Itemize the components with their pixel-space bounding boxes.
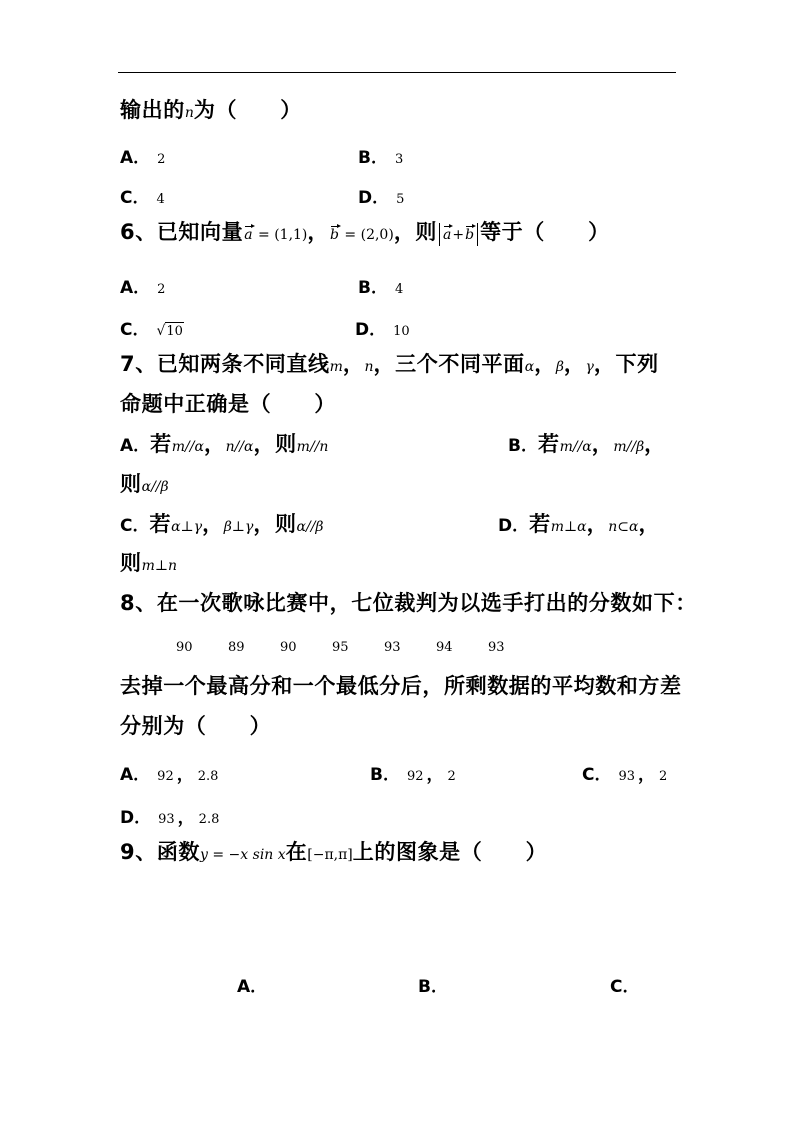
option-value: 10 bbox=[393, 324, 410, 339]
comma: ， bbox=[177, 808, 195, 828]
variance-value: 2 bbox=[447, 769, 456, 784]
option-label: C． bbox=[120, 320, 150, 340]
then-word: ，则 bbox=[253, 432, 297, 456]
q8-line3 bbox=[120, 673, 682, 699]
q9-number: 9、 bbox=[120, 840, 157, 864]
condition-2: n⊂α bbox=[608, 519, 639, 535]
q5-prefix: 输出的 bbox=[120, 98, 185, 122]
option-label: D． bbox=[498, 516, 530, 536]
option-label: D． bbox=[355, 320, 387, 340]
option-label: B． bbox=[358, 148, 388, 168]
mean-value: 92 bbox=[157, 769, 174, 784]
option-value: 4 bbox=[156, 192, 165, 207]
score: 94 bbox=[436, 640, 453, 655]
comma: ， bbox=[591, 432, 614, 456]
condition-1: m⊥α bbox=[550, 519, 587, 535]
option-label: B． bbox=[370, 765, 400, 785]
q7-option-c bbox=[120, 511, 324, 537]
q9-text: 上的图象是（ ） bbox=[352, 840, 548, 864]
option-value: 2 bbox=[157, 282, 166, 297]
q9-choice-c bbox=[610, 974, 639, 1000]
comma: ， bbox=[426, 765, 444, 785]
option-label: B． bbox=[358, 278, 388, 298]
q7-stem-line1 bbox=[120, 351, 659, 377]
mean-value: 93 bbox=[158, 812, 175, 827]
score: 90 bbox=[176, 640, 193, 655]
comma: ， bbox=[638, 765, 656, 785]
option-label: A． bbox=[120, 278, 151, 298]
q7-option-b-cont bbox=[120, 471, 169, 497]
comma: ， bbox=[342, 352, 365, 376]
option-label: D． bbox=[120, 808, 152, 828]
function-expression: y = −x sin x bbox=[200, 847, 286, 863]
option-label: C． bbox=[610, 977, 640, 997]
conclusion: α//β bbox=[141, 479, 169, 495]
mean-value: 92 bbox=[406, 769, 424, 784]
q6-stem-a: 已知向量 bbox=[156, 220, 244, 244]
plus-sign: + bbox=[452, 227, 465, 243]
then-word: 则 bbox=[120, 472, 142, 496]
comma: ， bbox=[534, 352, 556, 376]
if-word: 若 bbox=[529, 512, 551, 536]
vector-a: a bbox=[244, 224, 252, 243]
option-label: D． bbox=[358, 188, 390, 208]
comma: ， bbox=[644, 432, 666, 456]
if-word: 若 bbox=[149, 512, 172, 536]
q6-stem bbox=[120, 219, 610, 245]
q6-number: 6、 bbox=[120, 220, 157, 244]
condition-2: β⊥γ bbox=[223, 519, 254, 535]
q9-choice-a bbox=[237, 974, 267, 1000]
option-label: A． bbox=[120, 436, 151, 456]
comma: ， bbox=[563, 352, 586, 376]
option-value: 5 bbox=[396, 192, 405, 207]
comma: ， bbox=[638, 512, 661, 536]
line-n: n bbox=[364, 359, 374, 375]
q7-option-a bbox=[120, 431, 328, 457]
comma: ， bbox=[203, 432, 226, 456]
option-label: B． bbox=[418, 977, 448, 997]
q7-option-d-cont bbox=[120, 550, 177, 576]
q9-choice-b bbox=[418, 974, 448, 1000]
q5-suffix: 为（ ） bbox=[193, 98, 302, 122]
vector-a-value: = (1,1) bbox=[253, 227, 308, 243]
q8-option-b bbox=[370, 762, 456, 788]
q6-option-c bbox=[120, 317, 184, 343]
variance-value: 2.8 bbox=[197, 769, 219, 784]
q5-option-b bbox=[358, 145, 403, 171]
q7-text: ，三个不同平面 bbox=[373, 352, 525, 376]
option-label: C． bbox=[120, 188, 150, 208]
option-label: C． bbox=[582, 765, 612, 785]
plane-gamma: γ bbox=[585, 359, 594, 375]
if-word: 若 bbox=[537, 432, 560, 456]
score: 89 bbox=[228, 640, 245, 655]
abs-sum-expression bbox=[439, 223, 478, 246]
q7-number: 7、 bbox=[120, 352, 157, 376]
then-word: 则 bbox=[120, 551, 142, 575]
q9-stem bbox=[120, 839, 547, 865]
score: 95 bbox=[332, 640, 349, 655]
radical-sign: √ bbox=[156, 323, 166, 339]
q8-text: 分别为（ ） bbox=[120, 714, 272, 738]
vector-b: b bbox=[330, 224, 339, 243]
q8-text: 去掉一个最高分和一个最低分后，所剩数据的平均数和方差 bbox=[120, 674, 682, 698]
condition-1: m//α bbox=[559, 439, 592, 455]
vector-b-value: = (2,0) bbox=[339, 227, 394, 243]
q5-option-a bbox=[120, 145, 165, 171]
variance-value: 2 bbox=[659, 769, 668, 784]
q7-text: 已知两条不同直线 bbox=[156, 352, 330, 376]
comma: ， bbox=[176, 765, 194, 785]
option-value: 2 bbox=[157, 152, 166, 167]
q5-option-d bbox=[358, 185, 404, 211]
variance-value: 2.8 bbox=[198, 812, 220, 827]
q8-option-d bbox=[120, 805, 219, 831]
score: 93 bbox=[488, 640, 505, 655]
option-value: 4 bbox=[394, 282, 404, 297]
q7-stem-line2 bbox=[120, 391, 336, 417]
option-label: A． bbox=[120, 765, 151, 785]
condition-2: m//β bbox=[613, 439, 645, 455]
q9-text: 在 bbox=[285, 840, 308, 864]
mean-value: 93 bbox=[618, 769, 636, 784]
q7-option-d bbox=[498, 511, 660, 537]
plane-beta: β bbox=[555, 359, 564, 375]
q5-option-c bbox=[120, 185, 165, 211]
q8-stem bbox=[120, 590, 697, 616]
option-label: B． bbox=[508, 436, 538, 456]
conclusion: α//β bbox=[296, 519, 324, 535]
option-value: 3 bbox=[394, 152, 404, 167]
then-word: ，则 bbox=[253, 512, 297, 536]
comma: ， bbox=[202, 512, 224, 536]
option-label: A． bbox=[120, 148, 151, 168]
q7-text: ，下列 bbox=[593, 352, 659, 376]
q9-text: 函数 bbox=[156, 840, 201, 864]
comma: ， bbox=[586, 512, 609, 536]
q6-option-d bbox=[355, 317, 410, 343]
if-word: 若 bbox=[150, 432, 172, 456]
header-rule bbox=[118, 72, 676, 73]
q6-stem-b: 等于（ ） bbox=[480, 220, 610, 244]
q8-option-a bbox=[120, 762, 218, 788]
condition-2: n//α bbox=[225, 439, 254, 455]
condition-1: m//α bbox=[171, 439, 204, 455]
condition-1: α⊥γ bbox=[171, 519, 203, 535]
q6-sep-2: ，则 bbox=[393, 220, 438, 244]
q5-stem-tail bbox=[120, 97, 302, 123]
q6-option-b bbox=[358, 275, 403, 301]
q5-var-n: n bbox=[184, 105, 194, 121]
q6-option-a bbox=[120, 275, 165, 301]
plane-alpha: α bbox=[524, 359, 535, 375]
q8-number: 8、 bbox=[120, 591, 157, 615]
score-list bbox=[176, 635, 540, 661]
option-label: A． bbox=[237, 977, 268, 997]
q8-text: 在一次歌咏比赛中，七位裁判为以选手打出的分数如下： bbox=[156, 591, 697, 615]
line-m: m bbox=[329, 359, 343, 375]
vector-a: a bbox=[443, 224, 451, 243]
q7-text: 命题中正确是（ ） bbox=[120, 392, 336, 416]
q6-sep-1: ， bbox=[307, 220, 330, 244]
conclusion: m⊥n bbox=[141, 558, 178, 574]
interval: [−π,π] bbox=[307, 847, 353, 863]
option-label: C． bbox=[120, 516, 150, 536]
score: 90 bbox=[280, 640, 297, 655]
q8-line4 bbox=[120, 713, 271, 739]
q8-option-c bbox=[582, 762, 667, 788]
vector-b: b bbox=[465, 224, 474, 243]
score: 93 bbox=[384, 640, 401, 655]
q7-option-b bbox=[508, 431, 666, 457]
conclusion: m//n bbox=[296, 439, 329, 455]
option-value: 10 bbox=[166, 324, 183, 339]
